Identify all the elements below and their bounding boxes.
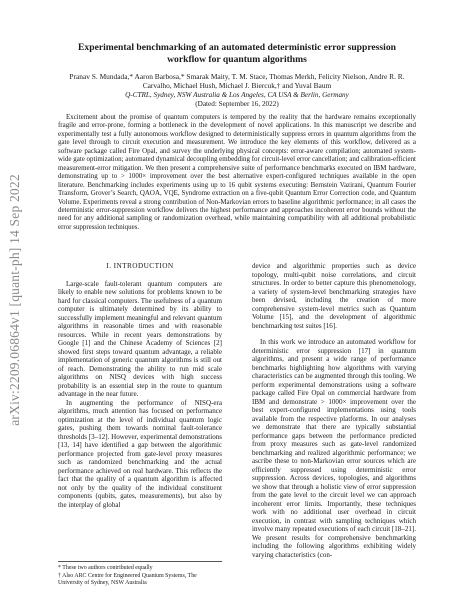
- author-list: Pranav S. Mundada,* Aaron Barbosa,* Smarak Maity, T. M. Stace, Thomas Merkh, Felicity Nielson, Andre R. R. Carvalho, Michael Hush, Michael J. Biercuk,† and Yuval Baum: [69, 72, 405, 91]
- arxiv-identifier: arXiv:2209.06864v1 [quant-ph] 14 Sep 2022: [7, 174, 23, 426]
- left-column: [58, 262, 222, 509]
- footnote: * These two authors contributed equally: [58, 565, 153, 571]
- section-heading-introduction: I. INTRODUCTION: [106, 261, 174, 270]
- affiliation: Q-CTRL, Sydney, NSW Australia & Los Angeles, CA USA & Berlin, Germany: [125, 91, 349, 99]
- dated-line: (Dated: September 16, 2022): [195, 100, 279, 108]
- abstract-text: Excitement about the promise of quantum computers is tempered by the reality that the hardware remains exceptionally fragile and error-prone, forming a bottleneck in the development of novel applications. In this manuscript we describe and experimentally test a fully autonomous workflow designed to deterministically suppress errors in quantum algorithms from the gate level through to circuit execution and measurement. We introduce the key elements of this workflow, delivered as a software package called Fire Opal, and survey the underlying physical concepts: error-aware compilation; automated system-wide gate optimization; automated dynamical decoupling embedding for circuit-level error cancellation; and calibration-efficient measurement-error mitigation. We then present a comprehensive suite of performance benchmarks executed on IBM hardware, demonstrating up to > 1000× improvement over the best alternative expert-configured techniques available in the open literature. Benchmarking includes experiments using up to 16 qubit systems executing: Bernstein Vazirani, Quantum Fourier Transform, Grover’s Search, QAOA, VQE, Syndrome extraction on a five-qubit Quantum Error Correction code, and Quantum Volume. Experiments reveal a strong contribution of Non-Markovian errors to baseline algorithmic performance; in all cases the deterministic error-suppression workflow delivers the highest performance and approaches incoherent error bounds without the need for any additional sampling or randomization overhead, while maintaining compatibility with all additional probabilistic error suppression techniques.: [58, 113, 416, 231]
- body-paragraph: In this work we introduce an automated workflow for deterministic error suppression [17] in quantum algorithms, and present a wide range of performance benchmarks highlighting how algorithms with varying characteristics can be augmented through this tooling. We perform experimental demonstrations using a software package called Fire Opal on commercial hardware from IBM and demonstrate > 1000× improvement over the best expert-configured implementations using tools available from the respective platforms. In our analyses we demonstrate that there are typically substantial performance gaps between the performance predicted from proxy measures such as gate-level randomized benchmarking and realized algorithmic performance; we ascribe these to non-Markovian error sources which are efficiently suppressed using deterministic error suppression. Across devices, topologies, and algorithms we show that through a holistic view of error suppression from the gate level to the circuit level we can approach incoherent error limits. Importantly, these techniques work with no additional user overhead in circuit execution, in contrast with sampling techniques which involve many repeated executions of each circuit [18–21]. We present results for comprehensive benchmarking including the following algorithms exhibiting widely varying characteristics (con-: [252, 338, 416, 559]
- body-paragraph: Large-scale fault-tolerant quantum computers are likely to enable new solutions for problems known to be hard for classical computers. The usefulness of a quantum computer is ultimately determined by its ability to successfully implement meaningful and relevant quantum algorithms in reasonable times and with reasonable resources. While in recent years demonstrations by Google [1] and the Chinese Academy of Sciences [2] showed first steps toward quantum advantage, a reliable implementation of generic quantum algorithms is still out of reach. Demonstrating the ability to run mid scale algorithms on NISQ devices with high success probability is an essential step in the route to quantum advantage in the near future.: [58, 279, 222, 398]
- abstract: [58, 113, 416, 231]
- body-paragraph: device and algorithmic properties such as device topology, multi-qubit noise correlations, and circuit structures. In order to better capture this phenomenology, a variety of system-level benchmarking strategies have been devised, including the creation of more comprehensive system-level metrics such as Quantum Volume [15], and the development of algorithmic benchmarking test suites [16].: [252, 262, 416, 330]
- arxiv-sidebar: [2, 110, 28, 490]
- footnote: † Also ARC Centre for Engineered Quantum Systems, The University of Sydney, NSW Australia: [58, 573, 197, 587]
- right-column: [252, 262, 416, 559]
- paper-title: Experimental benchmarking of an automated deterministic error suppression workflow for quantum algorithms: [78, 42, 396, 65]
- footnotes: [58, 561, 222, 589]
- body-paragraph: In augmenting the performance of NISQ-era algorithms, much attention has focused on performance optimization at the level of individual quantum logic gates, pushing them towards nominal fault-tolerance thresholds [3–12]. However, experimental demonstrations [13, 14] have identified a gap between the algorithmic performance projected from gate-level proxy measures such as randomized benchmarking and the actual performance achieved on real hardware. This reflects the fact that the quality of a quantum algorithm is affected not only by the quality of the individual constituent components (qubits, gates, measurements), but also by the interplay of global: [58, 398, 222, 509]
